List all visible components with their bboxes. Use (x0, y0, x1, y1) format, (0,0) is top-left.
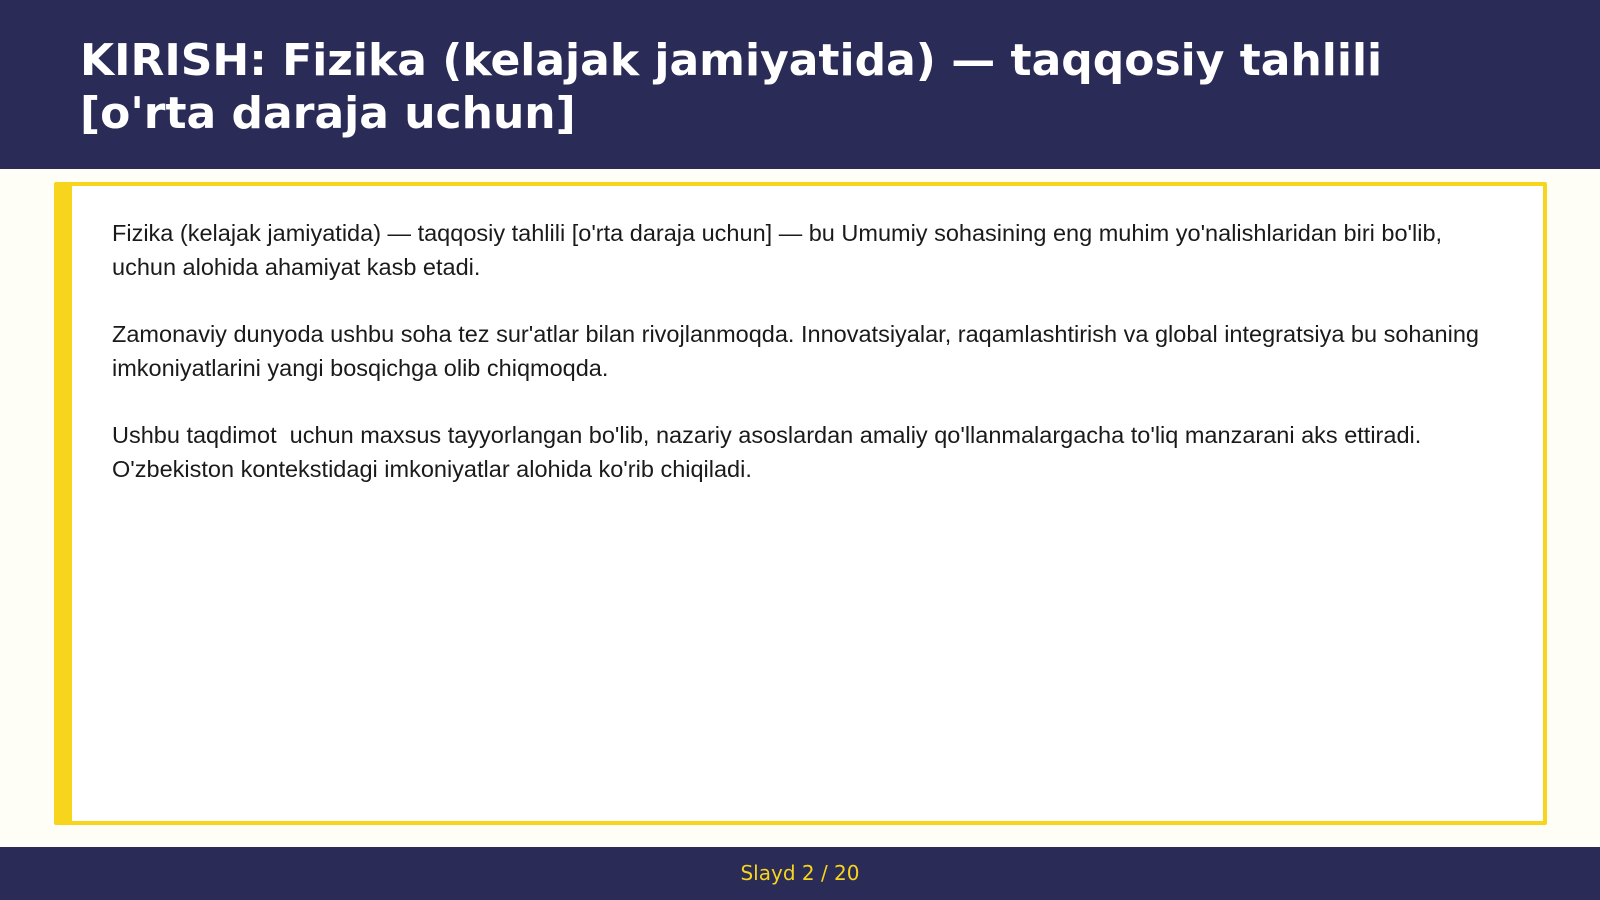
paragraph-modern-world: Zamonaviy dunyoda ushbu soha tez sur'atlar bilan rivojlanmoqda. Innovatsiyalar, raqamlashtirish va global integratsiya bu sohaning imkoniyatlarini yangi bosqichga olib chiqmoqda. (112, 321, 1486, 381)
content-box (54, 182, 1547, 825)
slide-counter: Slayd 2 / 20 (740, 861, 860, 885)
paragraph-intro: Fizika (kelajak jamiyatida) — taqqosiy tahlili [o'rta daraja uchun] — bu Umumiy sohasining eng muhim yo'nalishlaridan biri bo'lib, uchun alohida ahamiyat kasb etadi. (112, 220, 1456, 280)
slide-footer (0, 847, 1600, 900)
paragraph-presentation: Ushbu taqdimot uchun maxsus tayyorlangan bo'lib, nazariy asoslardan amaliy qo'llanmalargacha to'liq manzarani aks ettiradi. O'zbekiston kontekstidagi imkoniyatlar alohida ko'rib chiqiladi. (112, 422, 1428, 482)
slide-title: KIRISH: Fizika (kelajak jamiyatida) — taqqosiy tahlili [o'rta daraja uchun] (80, 35, 1383, 139)
slide-header (0, 0, 1600, 169)
